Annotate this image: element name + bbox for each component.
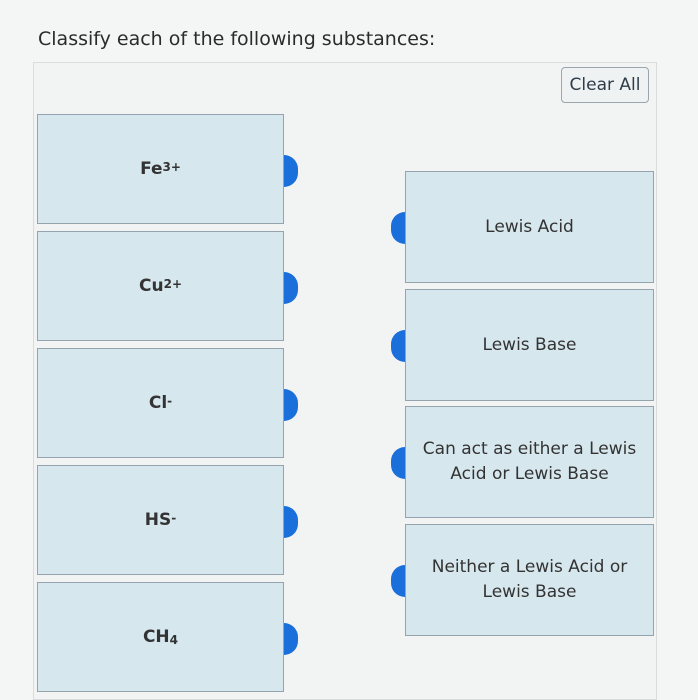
- category-neither[interactable]: [405, 524, 654, 636]
- substance-label: Cl -: [148, 393, 173, 413]
- substance-card-cu2[interactable]: [37, 231, 284, 341]
- substance-card-ch4[interactable]: [37, 582, 284, 692]
- substance-label: HS -: [144, 510, 177, 530]
- category-label: Can act as either a Lewis Acid or Lewis Base: [422, 439, 637, 484]
- category-either[interactable]: [405, 406, 654, 518]
- category-label: Lewis Acid: [485, 216, 574, 237]
- substance-card-cl[interactable]: [37, 348, 284, 458]
- category-label: Neither a Lewis Acid or Lewis Base: [431, 557, 628, 602]
- category-lewis-acid[interactable]: [405, 171, 654, 283]
- substance-label: Fe $^{3+}$: [140, 159, 181, 179]
- substance-card-hs[interactable]: [37, 465, 284, 575]
- substance-card-fe3[interactable]: [37, 114, 284, 224]
- category-label: Lewis Base: [482, 334, 577, 355]
- question-prompt: Classify each of the following substances:: [38, 28, 436, 50]
- clear-all-button[interactable]: Clear All: [561, 67, 649, 103]
- category-lewis-base[interactable]: [405, 289, 654, 401]
- substance-label: Cu $^{2+}$: [139, 276, 182, 296]
- substance-label: CH $_4$: [142, 627, 179, 647]
